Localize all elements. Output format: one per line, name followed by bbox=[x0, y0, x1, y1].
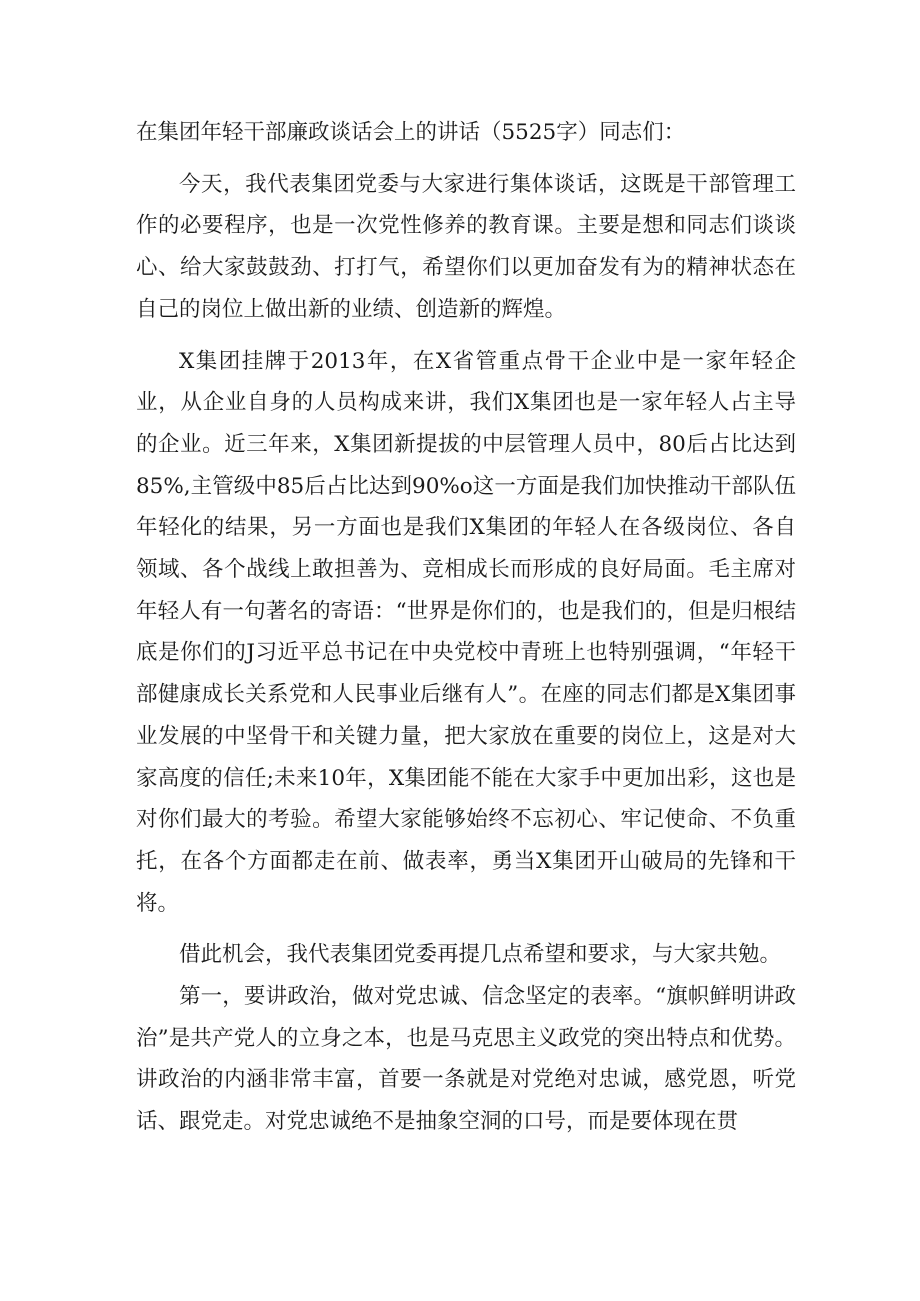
paragraph-group-background: X集团挂牌于2013年，在X省管重点骨干企业中是一家年轻企业，从企业自身的人员构成来讲，我们X集团也是一家年轻人占主导的企业。近三年来，X集团新提拔的中层管理人员中，80后占比达到85%,主管级中85后占比达到90%o这一方面是我们加快推动干部队伍年轻化的结果，另一方面也是我们X集团的年轻人在各级岗位、各自领域、各个战线上敢担善为、竞相成长而形成的良好局面。毛主席对年轻人有一句著名的寄语：“世界是你们的，也是我们的，但是归根结底是你们的J习近平总书记在中央党校中青班上也特别强调，“年轻干部健康成长关系党和人民事业后继有人”。在座的同志们都是X集团事业发展的中坚骨干和关键力量，把大家放在重要的岗位上，这是对大家高度的信任;未来10年，X集团能不能在大家手中更加出彩，这也是对你们最大的考验。希望大家能够始终不忘初心、牢记使命、不负重托，在各个方面都走在前、做表率，勇当X集团开山破局的先锋和干将。 bbox=[136, 348, 796, 916]
paragraph-transition: 借此机会，我代表集团党委再提几点希望和要求，与大家共勉。 bbox=[179, 942, 782, 968]
speech-text bbox=[136, 112, 796, 1143]
speech-title: 在集团年轻干部廉政谈话会上的讲话（5525字）同志们： bbox=[136, 120, 686, 145]
paragraph-opening: 今天，我代表集团党委与大家进行集体谈话，这既是干部管理工作的必要程序，也是一次党性修养的教育课。主要是想和同志们谈谈心、给大家鼓鼓劲、打打气，希望你们以更加奋发有为的精神状态在自己的岗位上做出新的业绩、创造新的辉煌。 bbox=[136, 171, 796, 322]
paragraph-point-one: 第一，要讲政治，做对党忠诚、信念坚定的表率。“旗帜鲜明讲政治”是共产党人的立身之本，也是马克思主义政党的突出特点和优势。讲政治的内涵非常丰富，首要一条就是对党绝对忠诚，感党恩，听党话、跟党走。对党忠诚绝不是抽象空洞的口号，而是要体现在贯 bbox=[136, 984, 796, 1135]
